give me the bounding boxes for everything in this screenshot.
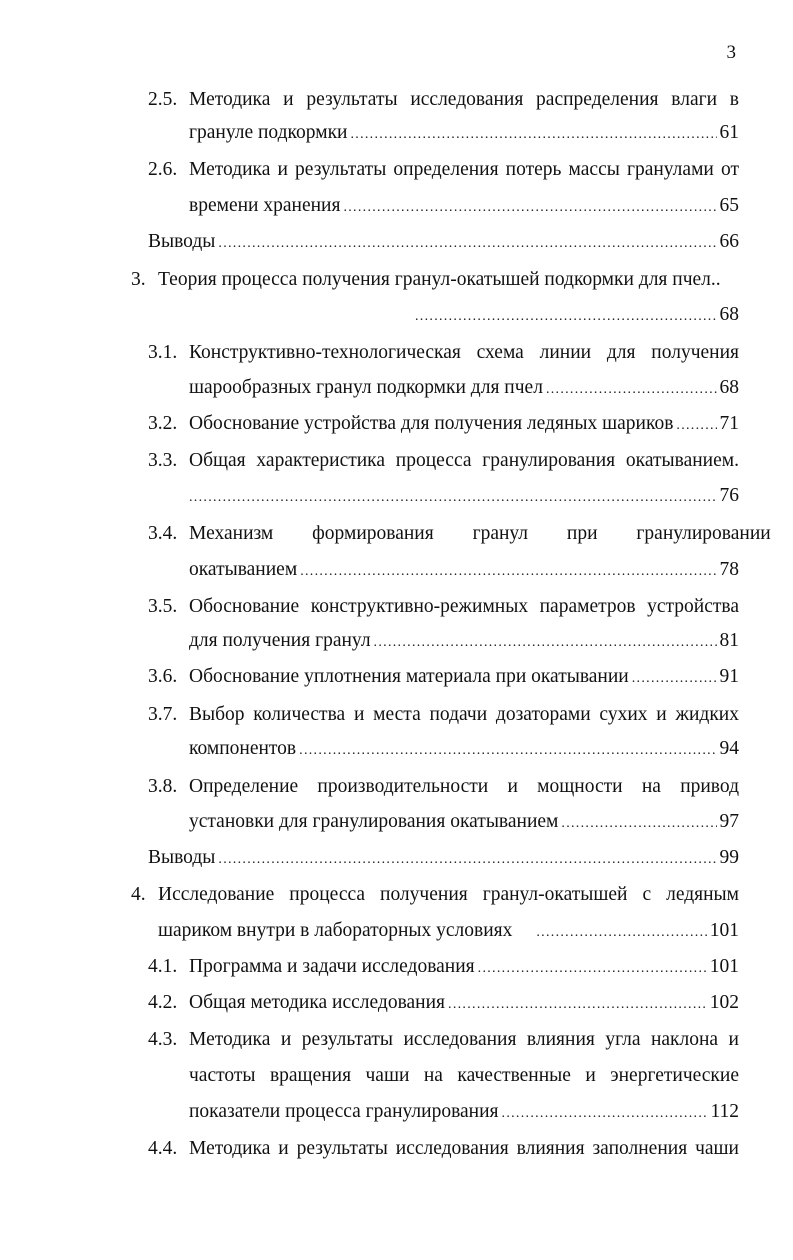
leader-dots bbox=[478, 957, 707, 981]
toc-page: 97 bbox=[719, 811, 739, 832]
toc-entry-3-1-line1 bbox=[148, 341, 739, 365]
leader-dots bbox=[502, 1102, 708, 1126]
toc-entry-2-5-line2 bbox=[189, 121, 739, 145]
toc-title: Обоснование конструктивно-режимных параметров устройства bbox=[189, 596, 739, 617]
toc-entry-3-line1 bbox=[131, 268, 739, 292]
toc-page: 65 bbox=[719, 195, 739, 216]
toc-title-cont: шариком внутри в лабораторных условиях bbox=[158, 920, 513, 941]
toc-entry-3-5-line1 bbox=[148, 595, 739, 619]
leader-dots bbox=[218, 232, 716, 256]
page-number: 3 bbox=[726, 42, 736, 63]
toc-title: Выводы bbox=[148, 847, 216, 868]
leader-dots bbox=[300, 560, 716, 584]
toc-entry-4-1 bbox=[148, 955, 739, 979]
toc-entry-3-5-line2 bbox=[189, 629, 739, 653]
toc-entry-3-1-line2 bbox=[189, 376, 739, 400]
leader-dots bbox=[536, 921, 706, 945]
toc-title-cont: окатыванием bbox=[189, 559, 298, 580]
toc-page: 66 bbox=[719, 231, 739, 252]
toc-entry-2-5-line1 bbox=[148, 88, 739, 112]
toc-title-cont: показатели процесса гранулирования bbox=[189, 1101, 499, 1122]
toc-page: 68 bbox=[719, 377, 739, 398]
toc-entry-3-8-line1 bbox=[148, 775, 739, 799]
toc-entry-3-4-line2 bbox=[189, 558, 739, 582]
toc-title: Обоснование устройства для получения ледяных шариков bbox=[189, 413, 674, 434]
toc-entry-4-2 bbox=[148, 991, 739, 1015]
leader-dots bbox=[374, 631, 717, 655]
toc-number: 3.2. bbox=[148, 413, 178, 434]
toc-title: Обоснование уплотнения материала при окатывании bbox=[189, 666, 629, 687]
toc-number: 3.7. bbox=[148, 704, 178, 725]
toc-page: 81 bbox=[719, 630, 739, 651]
toc-title: Общая методика исследования bbox=[189, 992, 446, 1013]
toc-title: Определение производительности и мощности на привод bbox=[189, 776, 739, 797]
toc-number: 4. bbox=[131, 884, 146, 905]
leader-dots bbox=[561, 812, 716, 836]
toc-page: 94 bbox=[719, 738, 739, 759]
toc-entry-conclusions-3 bbox=[148, 846, 739, 870]
leader-dots bbox=[546, 378, 717, 402]
toc-page: 99 bbox=[719, 847, 739, 868]
toc-page: 61 bbox=[719, 122, 739, 143]
toc-title-cont: грануле подкормки bbox=[189, 122, 348, 143]
leader-dots bbox=[299, 739, 716, 763]
toc-title-cont: частоты вращения чаши на качественные и энергетические bbox=[189, 1065, 739, 1086]
toc-number: 2.5. bbox=[148, 89, 178, 110]
toc-title: Теория процесса получения гранул-окатышей подкормки для пчел.. bbox=[158, 269, 721, 290]
toc-entry-3-7-line2 bbox=[189, 737, 739, 761]
toc-number: 4.2. bbox=[148, 992, 178, 1013]
toc-title: Конструктивно-технологическая схема линии для получения bbox=[189, 342, 739, 363]
toc-entry-2-6-line1 bbox=[148, 158, 739, 182]
toc-page: 101 bbox=[709, 956, 739, 977]
toc-number: 3. bbox=[131, 269, 146, 290]
toc-page: 71 bbox=[719, 413, 739, 434]
leader-dots bbox=[350, 123, 716, 147]
toc-title: Методика и результаты исследования распределения влаги в bbox=[189, 89, 739, 110]
toc-title-cont: компонентов bbox=[189, 738, 297, 759]
toc-title-cont: шарообразных гранул подкормки для пчел bbox=[189, 377, 543, 398]
toc-entry-2-6-line2 bbox=[189, 194, 739, 218]
toc-number: 3.4. bbox=[148, 523, 178, 544]
leader-dots bbox=[343, 196, 716, 220]
toc-title: Методика и результаты определения потерь массы гранулами от bbox=[189, 159, 739, 180]
toc-entry-4-4-line1 bbox=[148, 1137, 739, 1161]
toc-title: Выбор количества и места подачи дозаторами сухих и жидких bbox=[189, 704, 739, 725]
toc-page: 112 bbox=[710, 1101, 739, 1122]
leader-dots bbox=[218, 848, 716, 872]
toc-title: Методика и результаты исследования влияния угла наклона и bbox=[189, 1029, 739, 1050]
toc-number: 3.5. bbox=[148, 596, 178, 617]
toc-entry-3-3-line1 bbox=[148, 449, 739, 473]
toc-entry-conclusions-2 bbox=[148, 230, 739, 254]
toc-title: Методика и результаты исследования влияния заполнения чаши bbox=[189, 1138, 739, 1159]
toc-entry-3-6 bbox=[148, 665, 739, 689]
toc-entry-4-line1 bbox=[131, 883, 739, 907]
toc-number: 4.4. bbox=[148, 1138, 178, 1159]
toc-page: 78 bbox=[719, 559, 739, 580]
toc-entry-4-3-line3 bbox=[189, 1100, 739, 1124]
leader-dots bbox=[448, 993, 707, 1017]
toc-entry-4-3-line1 bbox=[148, 1028, 739, 1052]
leader-dots bbox=[415, 305, 717, 329]
toc-number: 2.6. bbox=[148, 159, 178, 180]
toc-number: 4.1. bbox=[148, 956, 178, 977]
toc-title-cont: установки для гранулирования окатыванием bbox=[189, 811, 559, 832]
toc-title-cont: для получения гранул bbox=[189, 630, 371, 651]
toc-page: 101 bbox=[709, 920, 739, 941]
toc-title: Выводы bbox=[148, 231, 216, 252]
toc-title: Программа и задачи исследования bbox=[189, 956, 475, 977]
toc-number: 4.3. bbox=[148, 1029, 178, 1050]
toc-number: 3.6. bbox=[148, 666, 178, 687]
toc-entry-4-line2 bbox=[158, 919, 739, 943]
leader-dots bbox=[189, 486, 717, 510]
toc-entry-3-7-line1 bbox=[148, 703, 739, 727]
toc-page: 68 bbox=[719, 304, 739, 325]
leader-dots bbox=[632, 667, 717, 691]
toc-title: Механизм формирования гранул при гранулировании bbox=[189, 523, 771, 544]
toc-page: 91 bbox=[719, 666, 739, 687]
toc-entry-3-8-line2 bbox=[189, 810, 739, 834]
toc-title-cont: времени хранения bbox=[189, 195, 341, 216]
toc-page: 76 bbox=[719, 485, 739, 506]
toc-entry-3-2 bbox=[148, 412, 739, 436]
toc-number: 3.1. bbox=[148, 342, 178, 363]
toc-number: 3.8. bbox=[148, 776, 178, 797]
toc-page: 102 bbox=[709, 992, 739, 1013]
leader-dots bbox=[676, 414, 716, 438]
toc-entry-3-line2 bbox=[415, 303, 739, 327]
toc-entry-4-3-line2 bbox=[189, 1064, 739, 1088]
toc-entry-3-3-line2 bbox=[189, 484, 739, 508]
toc-title: Исследование процесса получения гранул-окатышей с ледяным bbox=[158, 884, 739, 905]
toc-title: Общая характеристика процесса гранулирования окатыванием. bbox=[189, 450, 739, 471]
toc-entry-3-4-line1 bbox=[148, 522, 771, 546]
toc-number: 3.3. bbox=[148, 450, 178, 471]
